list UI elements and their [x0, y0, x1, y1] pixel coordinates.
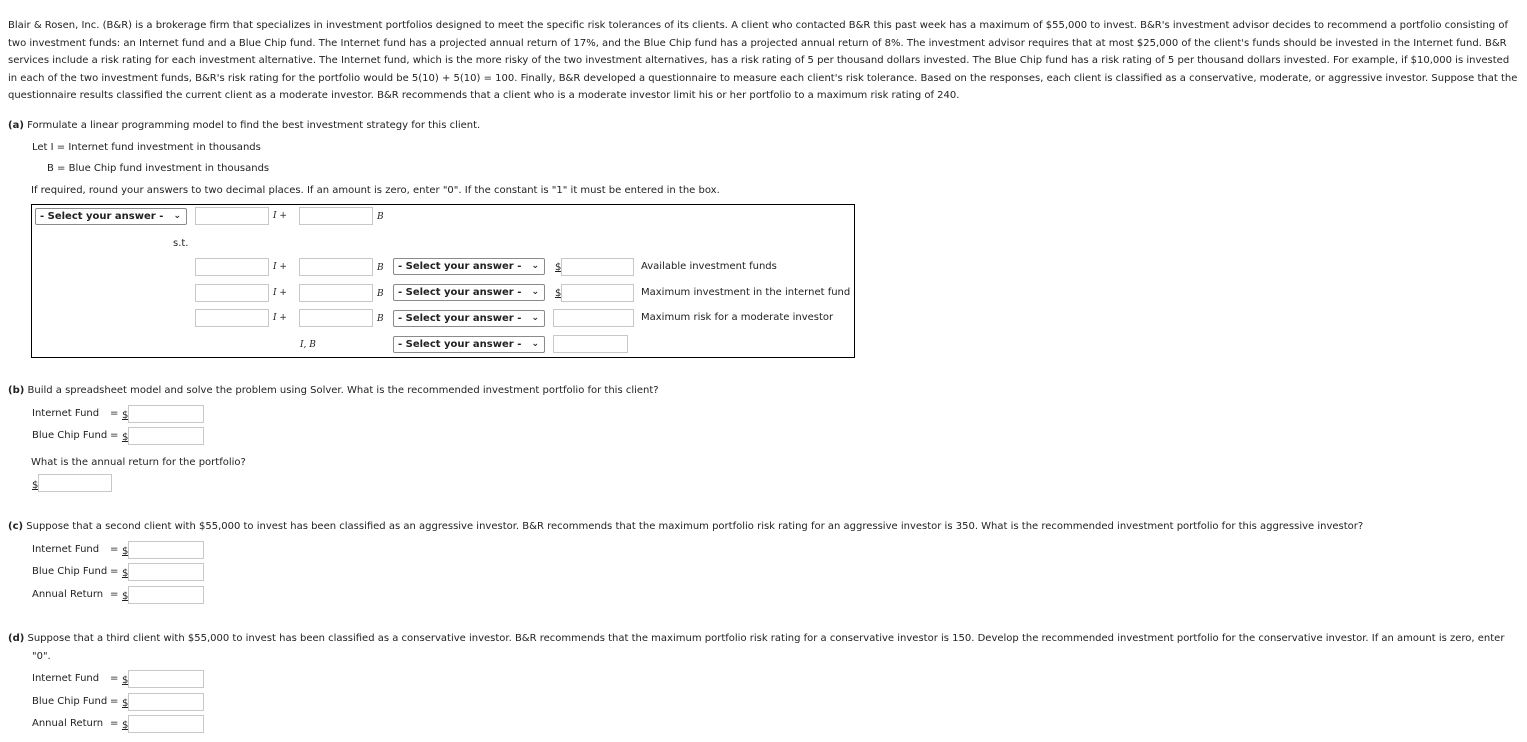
dollar-sign: $: [122, 720, 129, 731]
dollar-sign: $: [122, 591, 129, 602]
annual-return-label: Annual Return: [32, 589, 104, 600]
c1-b-coefficient[interactable]: [299, 258, 373, 276]
equals-sign: =: [110, 408, 119, 419]
c2-rhs-input[interactable]: [561, 284, 634, 302]
b-bluechip-input[interactable]: [128, 427, 204, 445]
var-b-label: B: [377, 314, 384, 324]
b-definition: B = Blue Chip fund investment in thousands: [47, 163, 270, 174]
dollar-sign: $: [122, 568, 129, 579]
objective-b-coefficient[interactable]: [299, 207, 373, 225]
rounding-instructions: If required, round your answers to two decimal places. If an amount is zero, enter "0". If the constant is "1" it must be entered in the box.: [31, 185, 720, 196]
c3-rhs-input[interactable]: [553, 309, 634, 327]
nonneg-relation-select[interactable]: - Select your answer - ⌄: [393, 336, 545, 353]
part-d-text-continued: "0".: [32, 651, 51, 662]
problem-statement: Blair & Rosen, Inc. (B&R) is a brokerage firm that specializes in investment portfolios designed to meet the specific risk tolerances of its clients. A client who contacted B&R this past week has a maximum of $55,000 to invest. B&R's investment advisor decides to recommend a portfolio consisting of two investment funds: an Internet fund and a Blue Chip fund. The Internet fund has a projected annual return of 17%, and the Blue Chip fund has a projected annual return of 8%. The investment advisor requires that at most $25,000 of the client's funds should be invested in the Internet fund. B&R services include a risk rating for each investment alternative. The Internet fund, which is the more risky of the two investment alternatives, has a risk rating of 5 per thousand dollars invested. The Blue Chip fund has a risk rating of 5 per thousand dollars invested. For example, if $10,000 is invested in each of the two investment funds, B&R's risk rating for the portfolio would be 5(10) + 5(10) = 100. Finally, B&R developed a questionnaire to measure each client's risk tolerance. Based on the responses, each client is classified as a conservative, moderate, or aggressive investor. Suppose that the questionnaire results classified the current client as a moderate investor. B&R recommends that a client who is a moderate investor limit his or her portfolio to a maximum risk rating of 240.: [8, 20, 1518, 102]
c1-i-coefficient[interactable]: [195, 258, 269, 276]
part-b-label: (b): [8, 385, 25, 396]
c3-i-coefficient[interactable]: [195, 309, 269, 327]
part-d-label: (d): [8, 633, 25, 644]
equals-sign: =: [110, 696, 119, 707]
objective-i-coefficient[interactable]: [195, 207, 269, 225]
c1-relation-select[interactable]: - Select your answer - ⌄: [393, 258, 545, 275]
blue-chip-fund-label: Blue Chip Fund: [32, 696, 108, 707]
part-d-question: [8, 633, 1504, 644]
subject-to-label: s.t.: [173, 238, 189, 249]
part-a-question: [8, 120, 480, 131]
chevron-down-icon: ⌄: [531, 313, 539, 323]
equals-sign: =: [110, 430, 119, 441]
chevron-down-icon: ⌄: [531, 287, 539, 297]
c3-relation-select[interactable]: - Select your answer - ⌄: [393, 310, 545, 327]
c3-b-coefficient[interactable]: [299, 309, 373, 327]
dollar-sign: $: [555, 288, 562, 299]
dollar-sign: $: [32, 480, 39, 491]
var-b-label: B: [377, 289, 384, 299]
chevron-down-icon: ⌄: [531, 261, 539, 271]
internet-fund-label: Internet Fund: [32, 408, 100, 419]
part-c-text: Suppose that a second client with $55,000 to invest has been classified as an aggressive investor. B&R recommends that the maximum portfolio risk rating for an aggressive investor is 350. What is the recommended investment portfolio for this aggressive investor?: [26, 521, 1364, 532]
c2-i-coefficient[interactable]: [195, 284, 269, 302]
b-internet-input[interactable]: [128, 405, 204, 423]
d-bluechip-input[interactable]: [128, 693, 204, 711]
c-internet-input[interactable]: [128, 541, 204, 559]
dollar-sign: $: [122, 546, 129, 557]
objective-direction-select[interactable]: - Select your answer - ⌄: [35, 208, 187, 225]
dollar-sign: $: [122, 698, 129, 709]
part-b-question: [8, 385, 659, 396]
c3-label: Maximum risk for a moderate investor: [641, 312, 834, 323]
var-i-label: I +: [273, 211, 287, 221]
c2-label: Maximum investment in the internet fund: [641, 287, 851, 298]
d-annual-return-input[interactable]: [128, 715, 204, 733]
var-b-label: B: [377, 263, 384, 273]
part-b-text: Build a spreadsheet model and solve the problem using Solver. What is the recommended investment portfolio for this client?: [27, 385, 659, 396]
part-c-label: (c): [8, 521, 24, 532]
nonneg-vars-label: I, B: [300, 340, 316, 350]
d-internet-input[interactable]: [128, 670, 204, 688]
dollar-sign: $: [555, 262, 562, 273]
dollar-sign: $: [122, 410, 129, 421]
internet-fund-label: Internet Fund: [32, 544, 100, 555]
part-d-text: Suppose that a third client with $55,000 to invest has been classified as a conservative investor. B&R recommends that the maximum portfolio risk rating for a conservative investor is 150. Develop the recommended investment portfolio for the conservative investor. If an amount is zero, enter: [27, 633, 1505, 644]
equals-sign: =: [110, 589, 119, 600]
equals-sign: =: [110, 566, 119, 577]
var-b-label: B: [377, 212, 384, 222]
part-c-question: [8, 521, 1363, 532]
blue-chip-fund-label: Blue Chip Fund: [32, 566, 108, 577]
blue-chip-fund-label: Blue Chip Fund: [32, 430, 108, 441]
equals-sign: =: [110, 673, 119, 684]
let-i-definition: Let I = Internet fund investment in thousands: [32, 142, 261, 153]
c2-b-coefficient[interactable]: [299, 284, 373, 302]
c1-label: Available investment funds: [641, 261, 777, 272]
b-annual-return-input[interactable]: [38, 474, 112, 492]
dollar-sign: $: [122, 432, 129, 443]
part-a-label: (a): [8, 120, 24, 131]
var-i-label: I +: [273, 288, 287, 298]
var-i-label: I +: [273, 262, 287, 272]
annual-return-question: What is the annual return for the portfolio?: [31, 457, 246, 468]
part-a-text: Formulate a linear programming model to find the best investment strategy for this client.: [27, 120, 481, 131]
annual-return-label: Annual Return: [32, 718, 104, 729]
equals-sign: =: [110, 544, 119, 555]
var-i-label: I +: [273, 313, 287, 323]
c2-relation-select[interactable]: - Select your answer - ⌄: [393, 284, 545, 301]
internet-fund-label: Internet Fund: [32, 673, 100, 684]
c-annual-return-input[interactable]: [128, 586, 204, 604]
nonneg-rhs-input[interactable]: [553, 335, 628, 353]
chevron-down-icon: ⌄: [173, 211, 181, 221]
lp-model-box: [31, 204, 855, 358]
c1-rhs-input[interactable]: [561, 258, 634, 276]
equals-sign: =: [110, 718, 119, 729]
chevron-down-icon: ⌄: [531, 339, 539, 349]
dollar-sign: $: [122, 675, 129, 686]
c-bluechip-input[interactable]: [128, 563, 204, 581]
